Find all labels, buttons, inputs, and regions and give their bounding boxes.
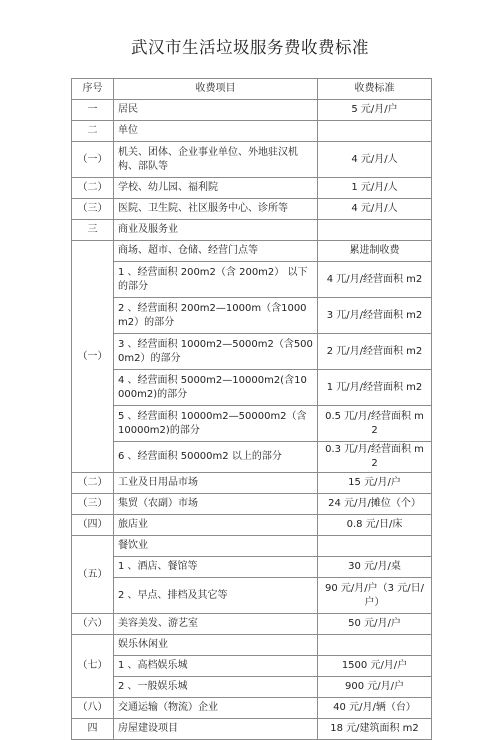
row-fee: 900 元/月/户 (318, 677, 432, 698)
row-number: （一） (72, 241, 114, 473)
header-fee-item: 收费项目 (114, 79, 318, 100)
row-item: 商业及服务业 (114, 220, 318, 241)
row-number: （一） (72, 142, 114, 178)
row-item: 房屋建设项目 (114, 719, 318, 740)
row-number: （二） (72, 178, 114, 199)
row-number: （二） (72, 473, 114, 494)
row-fee (318, 220, 432, 241)
row-number: （三） (72, 494, 114, 515)
row-item: 4 、经营面积 5000m2—10000m2(含10000m2)的部分 (114, 370, 318, 406)
row-number: （四） (72, 515, 114, 536)
table-row (72, 677, 432, 698)
row-fee: 1 元/月/人 (318, 178, 432, 199)
row-item: 医院、卫生院、社区服务中心、诊所等 (114, 199, 318, 220)
table-header-row (72, 79, 432, 100)
row-fee: 0.5 兀/月/经营面积 m2 (318, 406, 432, 442)
row-item: 6 、经营面积 50000m2 以上的部分 (114, 442, 318, 473)
row-item: 3 、经营面积 1000m2—5000m2（含5000m2）的部分 (114, 334, 318, 370)
row-item: 旅店业 (114, 515, 318, 536)
row-fee: 15 元/月/户 (318, 473, 432, 494)
row-item: 机关、团体、企业事业单位、外地驻汉机构、部队等 (114, 142, 318, 178)
row-item: 娱乐休闲业 (114, 635, 318, 656)
table-row (72, 656, 432, 677)
table-row (72, 298, 432, 334)
row-item: 商场、超市、仓储、经营门点等 (114, 241, 318, 262)
row-item: 2 、一般娱乐城 (114, 677, 318, 698)
row-fee: 24 元/月/摊位（个） (318, 494, 432, 515)
row-number: （七） (72, 635, 114, 698)
row-fee: 4 元/月/人 (318, 142, 432, 178)
row-fee: 40 元/月/辆（台） (318, 698, 432, 719)
row-fee: 18 元/建筑面积 m2 (318, 719, 432, 740)
row-item: 餐饮业 (114, 536, 318, 557)
row-item: 2 、早点、排档及其它等 (114, 578, 318, 614)
table-row (72, 614, 432, 635)
row-fee: 4 兀/月/经营面积 m2 (318, 262, 432, 298)
row-item: 单位 (114, 121, 318, 142)
row-item: 1 、高档娱乐城 (114, 656, 318, 677)
row-fee (318, 536, 432, 557)
row-number: 四 (72, 719, 114, 740)
table-row (72, 199, 432, 220)
table-row (72, 334, 432, 370)
row-fee: 0.8 元/日/床 (318, 515, 432, 536)
row-item: 居民 (114, 100, 318, 121)
row-fee: 累进制收费 (318, 241, 432, 262)
row-fee: 2 兀/月/经营面积 m2 (318, 334, 432, 370)
row-item: 2 、经营面积 200m2—1000m（含1000m2）的部分 (114, 298, 318, 334)
row-item: 1 、经营面积 200m2（含 200m2） 以下的部分 (114, 262, 318, 298)
table-row (72, 442, 432, 473)
row-number: 三 (72, 220, 114, 241)
table-row (72, 406, 432, 442)
row-item: 美容美发、游艺室 (114, 614, 318, 635)
table-row (72, 262, 432, 298)
table-row (72, 100, 432, 121)
row-number: （三） (72, 199, 114, 220)
row-fee: 3 兀/月/经营面积 m2 (318, 298, 432, 334)
row-item: 5 、经营面积 10000m2—50000m2（含 10000m2)的部分 (114, 406, 318, 442)
table-row (72, 241, 432, 262)
row-fee: 50 元/月/户 (318, 614, 432, 635)
row-number: （五） (72, 536, 114, 614)
row-item: 集贸（农副）市场 (114, 494, 318, 515)
row-number: （八） (72, 698, 114, 719)
row-item: 工业及日用品市场 (114, 473, 318, 494)
row-fee: 1500 元/月/户 (318, 656, 432, 677)
row-item: 学校、幼儿园、福利院 (114, 178, 318, 199)
row-number: 二 (72, 121, 114, 142)
row-fee (318, 121, 432, 142)
table-row (72, 494, 432, 515)
table-row (72, 536, 432, 557)
table-row (72, 121, 432, 142)
table-row (72, 698, 432, 719)
table-row (72, 473, 432, 494)
table-row (72, 578, 432, 614)
table-row (72, 557, 432, 578)
row-item: 1 、酒店、餐馆等 (114, 557, 318, 578)
row-item: 交通运输（物流）企业 (114, 698, 318, 719)
row-number: 一 (72, 100, 114, 121)
row-fee: 4 元/月/人 (318, 199, 432, 220)
row-fee: 5 元/月/户 (318, 100, 432, 121)
table-row (72, 142, 432, 178)
table-row (72, 719, 432, 740)
table-row (72, 178, 432, 199)
fee-standard-table (71, 78, 432, 740)
header-serial-number: 序号 (72, 79, 114, 100)
page-title: 武汉市生活垃圾服务费收费标准 (131, 38, 369, 57)
table-row (72, 370, 432, 406)
table-row (72, 635, 432, 656)
table-row (72, 220, 432, 241)
row-fee: 30 元/月/桌 (318, 557, 432, 578)
row-fee: 1 兀/月/经营面积 m2 (318, 370, 432, 406)
row-fee (318, 635, 432, 656)
row-number: （六） (72, 614, 114, 635)
header-fee-standard: 收费标准 (318, 79, 432, 100)
table-row (72, 515, 432, 536)
row-fee: 90 元/月/户（3 元/日/户） (318, 578, 432, 614)
row-fee: 0.3 兀/月/经营面积 m2 (318, 442, 432, 473)
